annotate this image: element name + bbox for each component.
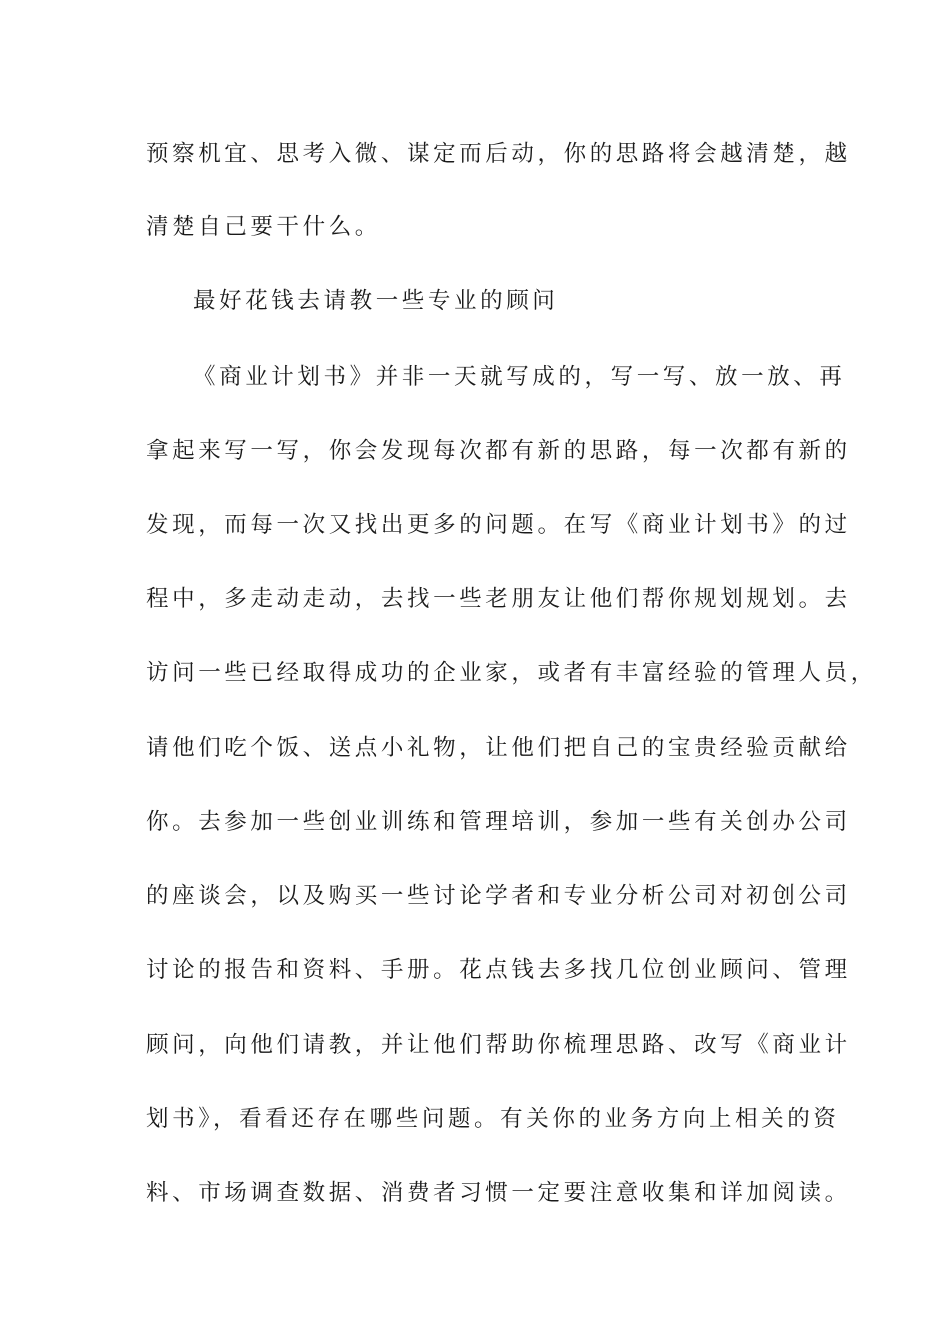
text-line: 的座谈会，以及购买一些讨论学者和专业分析公司对初创公司 [146, 883, 851, 909]
text-line: 拿起来写一写，你会发现每次都有新的思路，每一次都有新的 [146, 438, 851, 464]
text-line: 划书》，看看还存在哪些问题。有关你的业务方向上相关的资 [146, 1106, 840, 1132]
text-line: 顾问，向他们请教，并让他们帮助你梳理思路、改写《商业计 [146, 1032, 851, 1058]
text-line: 发现，而每一次又找出更多的问题。在写《商业计划书》的过 [146, 512, 851, 538]
text-line: 请他们吃个饭、送点小礼物，让他们把自己的宝贵经验贡献给 [146, 735, 851, 761]
text-line: 访问一些已经取得成功的企业家，或者有丰富经验的管理人员， [146, 660, 877, 686]
paragraph-first-line: 《商业计划书》并非一天就写成的，写一写、放一放、再 [193, 364, 846, 390]
text-line: 料、市场调查数据、消费者习惯一定要注意收集和详加阅读。 [146, 1180, 851, 1206]
text-line: 你。去参加一些创业训练和管理培训，参加一些有关创办公司 [146, 809, 851, 835]
text-line: 讨论的报告和资料、手册。花点钱去多找几位创业顾问、管理 [146, 957, 851, 983]
text-line: 预察机宜、思考入微、谋定而后动，你的思路将会越清楚，越 [146, 141, 851, 167]
text-line: 程中，多走动走动，去找一些老朋友让他们帮你规划规划。去 [146, 586, 851, 612]
section-heading: 最好花钱去请教一些专业的顾问 [193, 288, 559, 314]
text-line: 清楚自己要干什么。 [146, 214, 381, 240]
